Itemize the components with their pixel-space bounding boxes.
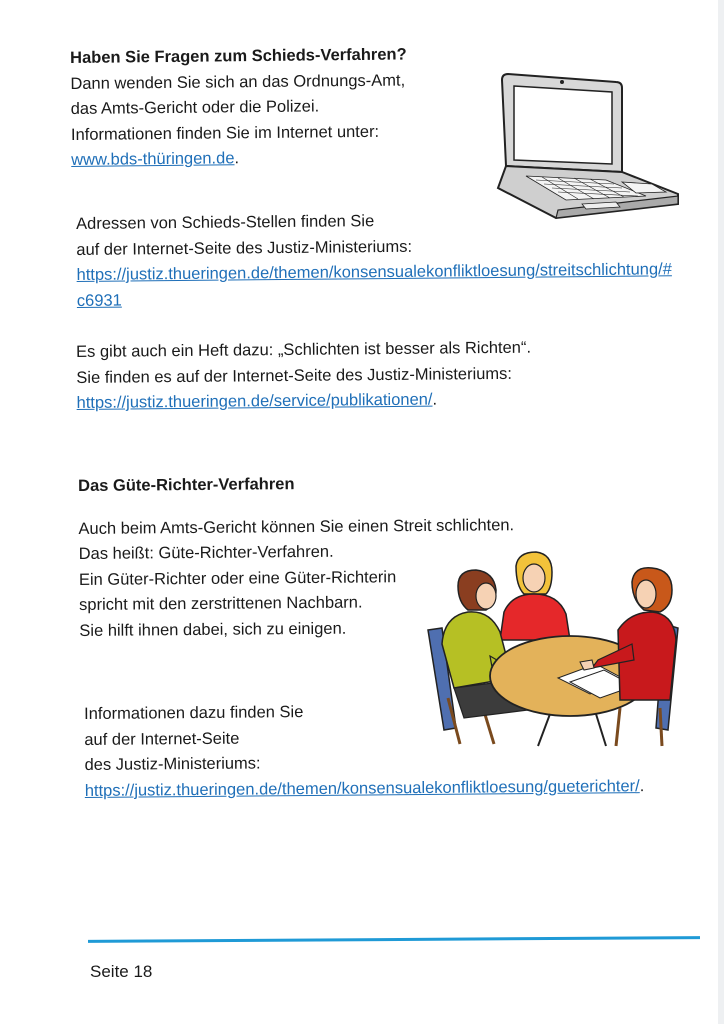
text-line: Es gibt auch ein Heft dazu: „Schlichten ist besser als Richten“. <box>76 338 532 361</box>
gueterichter-link[interactable]: https://justiz.thueringen.de/themen/konsensualekonfliktloesung/gueterichter/ <box>84 776 640 800</box>
streitschlichtung-link[interactable]: https://justiz.thueringen.de/themen/konsensualekonfliktloesung/streitschlichtung/# <box>76 260 672 284</box>
text-line: Sie hilft ihnen dabei, sich zu einigen. <box>79 619 347 640</box>
text-line: Informationen finden Sie im Internet unter: <box>70 122 380 144</box>
section-questions <box>70 42 408 173</box>
publikationen-link[interactable]: https://justiz.thueringen.de/service/publikationen/ <box>76 390 433 412</box>
link-suffix: . <box>234 149 240 168</box>
link-line <box>76 387 531 417</box>
section-booklet <box>76 336 532 417</box>
link-line <box>71 144 408 173</box>
text-line: auf der Internet-Seite <box>84 729 240 749</box>
text-line: Sie finden es auf der Internet-Seite des Justiz-Ministeriums: <box>76 364 513 387</box>
page-edge <box>718 0 724 1024</box>
text-line: Adressen von Schieds-Stellen finden Sie <box>76 212 375 233</box>
text-line: Das heißt: Güte-Richter-Verfahren. <box>78 542 334 563</box>
bds-link[interactable]: www.bds-thüringen.de <box>71 149 235 169</box>
text-line: das Amts-Gericht oder die Polizei. <box>70 97 320 118</box>
link-suffix: . <box>639 776 645 795</box>
text-line: Ein Güter-Richter oder eine Güter-Richterin <box>78 567 397 589</box>
text-line: Informationen dazu finden Sie <box>84 703 304 723</box>
text-line: des Justiz-Ministeriums: <box>84 754 261 774</box>
text-line: Auch beim Amts-Gericht können Sie einen Streit schlichten. <box>78 515 515 538</box>
text-line: Dann wenden Sie sich an das Ordnungs-Amt, <box>70 70 406 93</box>
link-line <box>85 774 645 804</box>
section-info <box>84 697 644 804</box>
footer-rule <box>88 936 700 943</box>
section-addresses <box>76 206 672 314</box>
streitschlichtung-link-continued[interactable]: c6931 <box>76 291 122 310</box>
heading-questions: Haben Sie Fragen zum Schieds-Verfahren? <box>70 45 407 67</box>
heading-mediation: Das Güte-Richter-Verfahren <box>78 475 295 495</box>
link-suffix: . <box>432 390 438 409</box>
page-number: Seite 18 <box>90 962 153 981</box>
laptop-illustration <box>496 72 682 224</box>
text-line: spricht mit den zerstrittenen Nachbarn. <box>79 593 363 614</box>
text-line: auf der Internet-Seite des Justiz-Ministeriums: <box>76 237 413 259</box>
